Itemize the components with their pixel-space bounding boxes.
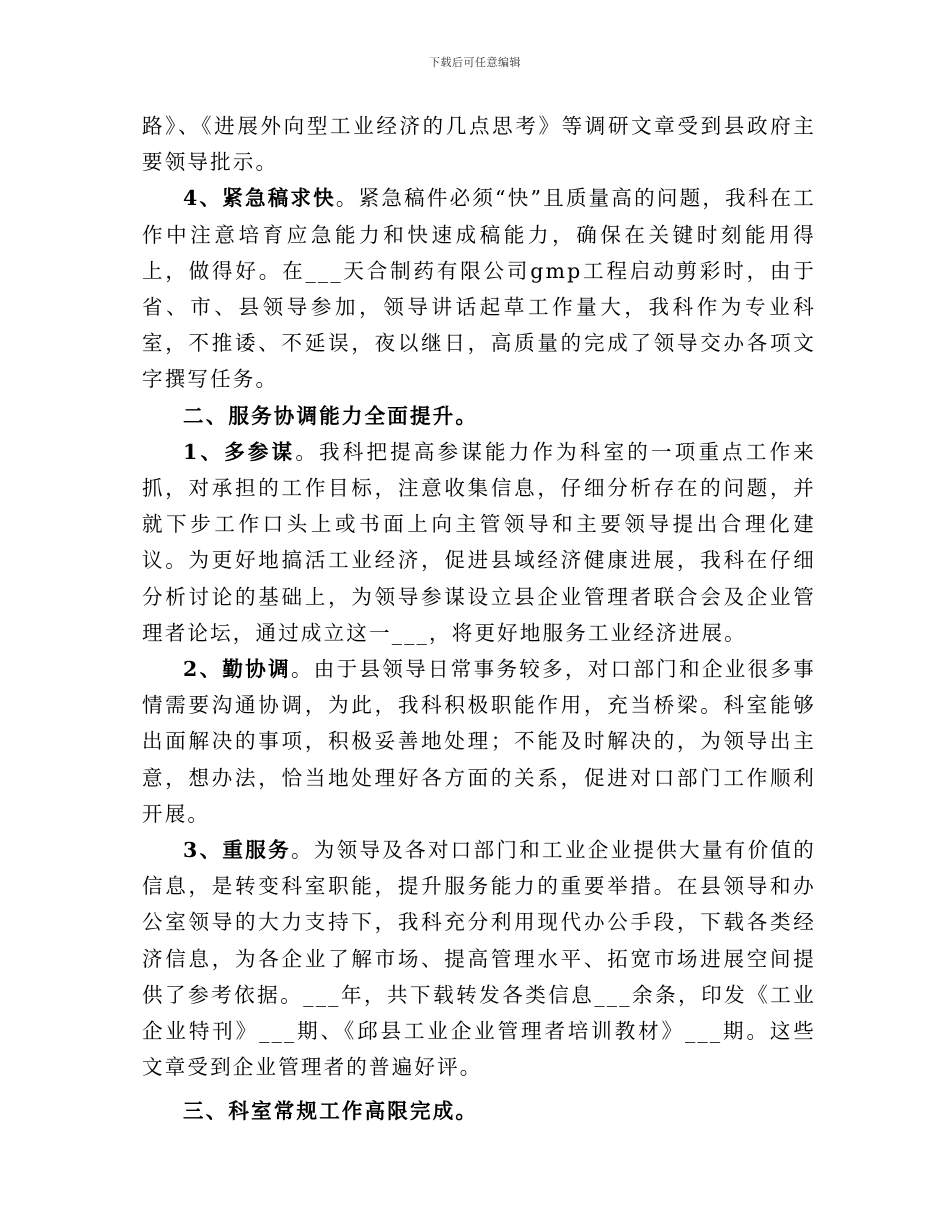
paragraph-service [142, 832, 816, 1085]
section-heading-3: 三、科室常规工作高限完成。 [183, 1099, 479, 1124]
paragraph-continuation [142, 108, 816, 180]
section-heading-2: 二、服务协调能力全面提升。 [183, 403, 479, 428]
paragraph-text: 。紧急稿件必须“快”且质量高的问题，我科在工作中注意培育应急能力和快速成稿能力，确保在关键时刻能用得上，做得好。在___天合制药有限公司gmp工程启动剪彩时，由于省、市、县领导参加，领导讲话起草工作量大，我科作为专业科室，不推诿、不延误，夜以继日，高质量的完成了领导交办各项文字撰写任务。 [142, 186, 816, 392]
paragraph-text: 。我科把提高参谋能力作为科室的一项重点工作来抓，对承担的工作目标，注意收集信息，仔细分析存在的问题，并就下步工作口头上或书面上向主管领导和主要领导提出合理化建议。为更好地搞活工业经济，促进县域经济健康进展，我科在仔细分析讨论的基础上，为领导参谋设立县企业管理者联合会及企业管理者论坛，通过成立这一___，将更好地服务工业经济进展。 [142, 439, 816, 645]
paragraph-title: 1、多参谋 [183, 439, 296, 464]
paragraph-text: 。为领导及各对口部门和工业企业提供大量有价值的信息，是转变科室职能，提升服务能力的重要举措。在县领导和办公室领导的大力支持下，我科充分利用现代办公手段，下载各类经济信息，为各企业了解市场、提高管理水平、拓宽市场进展空间提供了参考依据。___年，共下载转发各类信息___余条，印发《工业企业特刊》___期、《邱县工业企业管理者培训教材》___期。这些文章受到企业管理者的普遍好评。 [142, 838, 816, 1080]
paragraph-coordination [142, 651, 816, 832]
page-header: 下载后可任意编辑 [429, 56, 521, 69]
paragraph-title: 2、勤协调 [183, 657, 291, 682]
paragraph-title: 3、重服务 [183, 838, 291, 863]
paragraph-title: 4、紧急稿求快 [183, 186, 336, 211]
document-body [142, 108, 816, 1130]
paragraph-advisory [142, 434, 816, 651]
paragraph-urgent-drafts [142, 180, 816, 397]
paragraph-text: 。由于县领导日常事务较多，对口部门和企业很多事情需要沟通协调，为此，我科积极职能作用，充当桥梁。科室能够出面解决的事项，积极妥善地处理；不能及时解决的，为领导出主意，想办法，恰当地处理好各方面的关系，促进对口部门工作顺利开展。 [142, 657, 816, 826]
paragraph-text: 路》、《进展外向型工业经济的几点思考》等调研文章受到县政府主要领导批示。 [142, 114, 816, 175]
